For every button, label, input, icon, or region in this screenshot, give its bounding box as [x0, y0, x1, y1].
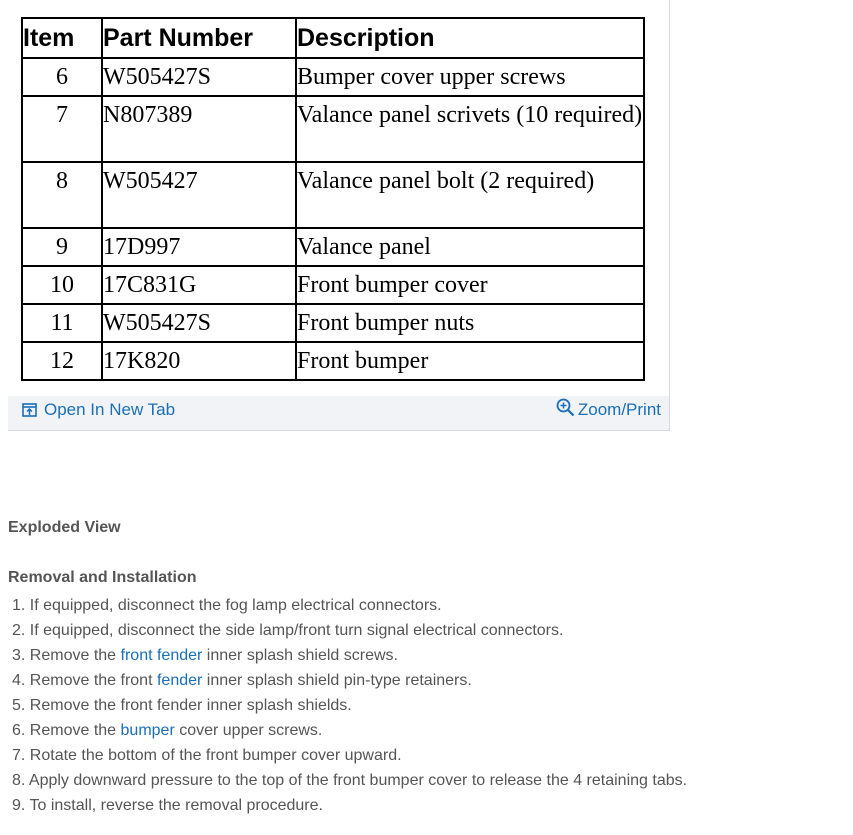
- table-row: [22, 162, 644, 228]
- step-link[interactable]: front fender: [120, 647, 203, 664]
- cell-description: Front bumper nuts: [296, 304, 644, 342]
- cell-item: 8: [22, 162, 102, 228]
- figure-container: [8, 0, 670, 431]
- step-number: 1.: [12, 597, 26, 614]
- step-text: Remove the: [29, 722, 121, 739]
- step-item: [12, 618, 687, 643]
- cell-item: 9: [22, 228, 102, 266]
- step-text: To install, reverse the removal procedure.: [29, 797, 323, 814]
- step-text: inner splash shield pin-type retainers.: [202, 672, 472, 689]
- cell-part-number: W505427: [102, 162, 296, 228]
- parts-table: [21, 17, 645, 381]
- zoom-print-label: Zoom/Print: [577, 400, 661, 419]
- zoom-print-link[interactable]: [556, 400, 661, 420]
- cell-description: Front bumper cover: [296, 266, 644, 304]
- step-text: Remove the front: [29, 672, 157, 689]
- cell-description: Front bumper: [296, 342, 644, 380]
- step-text: If equipped, disconnect the fog lamp electrical connectors.: [29, 597, 442, 614]
- step-link[interactable]: bumper: [120, 722, 175, 739]
- cell-description: Bumper cover upper screws: [296, 58, 644, 96]
- header-item: Item: [22, 18, 102, 58]
- step-item: [12, 693, 687, 718]
- cell-part-number: 17D997: [102, 228, 296, 266]
- step-text: Remove the front fender inner splash shields.: [29, 697, 352, 714]
- step-text: Remove the: [29, 647, 121, 664]
- table-header-row: [22, 18, 644, 58]
- cell-description: Valance panel: [296, 228, 644, 266]
- cell-part-number: W505427S: [102, 58, 296, 96]
- step-item: [12, 643, 687, 668]
- step-link[interactable]: fender: [156, 672, 203, 689]
- section-title-exploded-view: Exploded View: [8, 519, 121, 536]
- step-text: inner splash shield screws.: [202, 647, 398, 664]
- cell-item: 6: [22, 58, 102, 96]
- zoom-in-icon: [556, 404, 575, 417]
- table-row: [22, 228, 644, 266]
- step-item: [12, 668, 687, 693]
- table-row: [22, 266, 644, 304]
- table-row: [22, 304, 644, 342]
- parts-table-image: [8, 0, 669, 396]
- step-item: [12, 768, 687, 793]
- header-part-number: Part Number: [102, 18, 296, 58]
- table-row: [22, 342, 644, 380]
- step-item: [12, 718, 687, 743]
- step-number: 9.: [12, 797, 26, 814]
- open-in-new-tab-link[interactable]: [22, 400, 175, 420]
- cell-part-number: W505427S: [102, 304, 296, 342]
- open-in-new-tab-label: Open In New Tab: [44, 400, 176, 419]
- table-row: [22, 58, 644, 96]
- cell-description: Valance panel scrivets (10 required): [296, 96, 644, 162]
- step-text: cover upper screws.: [174, 722, 323, 739]
- step-number: 6.: [12, 722, 26, 739]
- header-description: Description: [296, 18, 644, 58]
- step-number: 4.: [12, 672, 26, 689]
- step-number: 8.: [12, 772, 26, 789]
- step-number: 2.: [12, 622, 26, 639]
- step-item: [12, 743, 687, 768]
- section-title-removal-installation: Removal and Installation: [8, 569, 197, 586]
- step-number: 3.: [12, 647, 26, 664]
- table-row: [22, 96, 644, 162]
- step-number: 7.: [12, 747, 26, 764]
- cell-item: 11: [22, 304, 102, 342]
- step-text: Apply downward pressure to the top of the front bumper cover to release the 4 retaining tabs.: [28, 772, 688, 789]
- cell-description: Valance panel bolt (2 required): [296, 162, 644, 228]
- cell-part-number: N807389: [102, 96, 296, 162]
- step-item: [12, 593, 687, 618]
- cell-part-number: 17K820: [102, 342, 296, 380]
- step-number: 5.: [12, 697, 26, 714]
- step-text: If equipped, disconnect the side lamp/front turn signal electrical connectors.: [29, 622, 564, 639]
- step-item: [12, 793, 687, 818]
- cell-item: 7: [22, 96, 102, 162]
- cell-item: 10: [22, 266, 102, 304]
- steps-list: [12, 593, 687, 818]
- cell-part-number: 17C831G: [102, 266, 296, 304]
- open-new-tab-icon: [22, 403, 37, 417]
- cell-item: 12: [22, 342, 102, 380]
- step-text: Rotate the bottom of the front bumper cover upward.: [29, 747, 402, 764]
